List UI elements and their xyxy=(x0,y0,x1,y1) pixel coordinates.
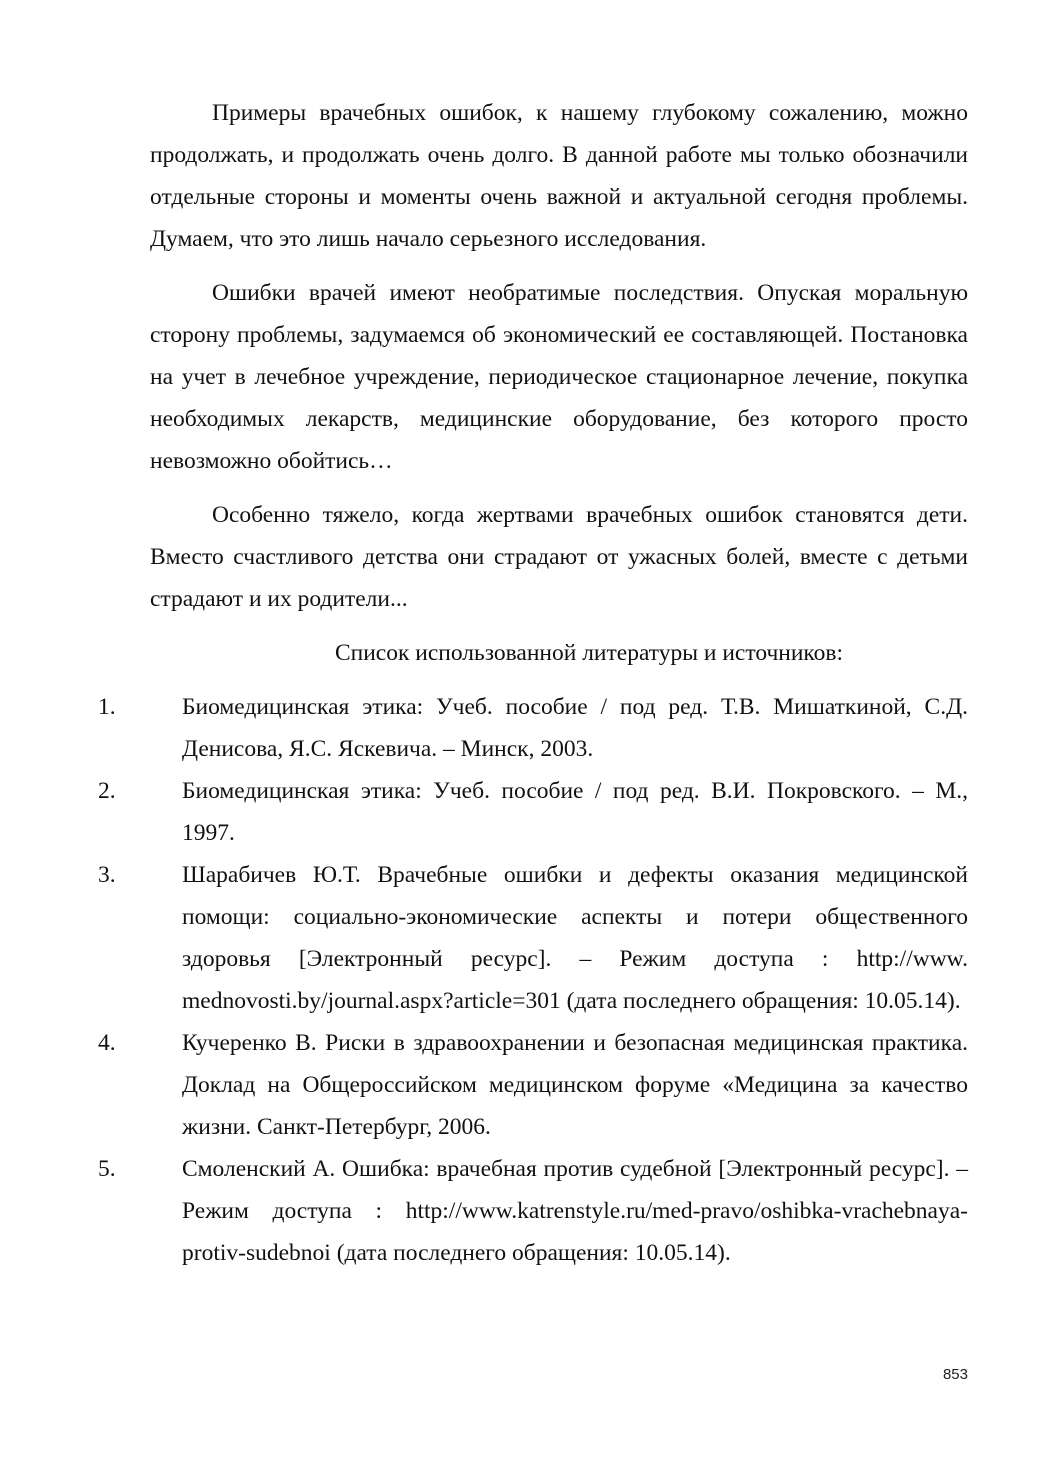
reference-number: 1. xyxy=(98,694,116,720)
page-number: 853 xyxy=(942,1366,968,1383)
reference-item xyxy=(98,770,968,854)
reference-item xyxy=(98,686,968,770)
reference-text: Биомедицинская этика: Учеб. пособие / под ред. Т.В. Мишаткиной, С.Д. Денисова, Я.С. Яскевича. – Минск, 2003. xyxy=(182,694,968,762)
paragraph-irreversible-consequences: Ошибки врачей имеют необратимые последствия. Опуская моральную сторону проблемы, задумаемся об экономический ее составляющей. Постановка на учет в лечебное учреждение, периодическое стационарное лечение, покупка необходимых лекарств, медицинские оборудование, без которого просто невозможно обойтись… xyxy=(150,280,968,474)
references-list xyxy=(98,686,968,1274)
references-heading: Список использованной литературы и источников: xyxy=(334,640,844,666)
reference-number: 5. xyxy=(98,1156,116,1182)
reference-number: 3. xyxy=(98,862,116,888)
reference-item xyxy=(98,1148,968,1274)
reference-text: Шарабичев Ю.Т. Врачебные ошибки и дефекты оказания медицинской помощи: социально-экономические аспекты и потери общественного здоровья [Электронный ресурс]. – Режим доступа : http://www. mednovosti.by/journal.aspx?article=301 (дата последнего обращения: 10.05.14). xyxy=(182,862,968,1014)
reference-item xyxy=(98,1022,968,1148)
reference-text: Смоленский А. Ошибка: врачебная против судебной [Электронный ресурс]. – Режим доступа : http://www.katrenstyle.ru/med-pravo/oshibka-vrachebnaya-protiv-sudebnoi (дата последнего обращения: 10.05.14). xyxy=(182,1156,968,1266)
reference-text: Биомедицинская этика: Учеб. пособие / под ред. В.И. Покровского. – М., 1997. xyxy=(182,778,968,846)
paragraph-children-victims: Особенно тяжело, когда жертвами врачебных ошибок становятся дети. Вместо счастливого детства они страдают от ужасных болей, вместе с детьми страдают и их родители... xyxy=(150,502,968,612)
reference-number: 4. xyxy=(98,1030,116,1056)
reference-item xyxy=(98,854,968,1022)
reference-text: Кучеренко В. Риски в здравоохранении и безопасная медицинская практика. Доклад на Общероссийском медицинском форуме «Медицина за качество жизни. Санкт-Петербург, 2006. xyxy=(182,1030,968,1140)
paragraph-medical-errors-examples: Примеры врачебных ошибок, к нашему глубокому сожалению, можно продолжать, и продолжать очень долго. В данной работе мы только обозначили отдельные стороны и моменты очень важной и актуальной сегодня проблемы. Думаем, что это лишь начало серьезного исследования. xyxy=(150,100,968,252)
reference-number: 2. xyxy=(98,778,116,804)
document-body xyxy=(150,92,968,686)
